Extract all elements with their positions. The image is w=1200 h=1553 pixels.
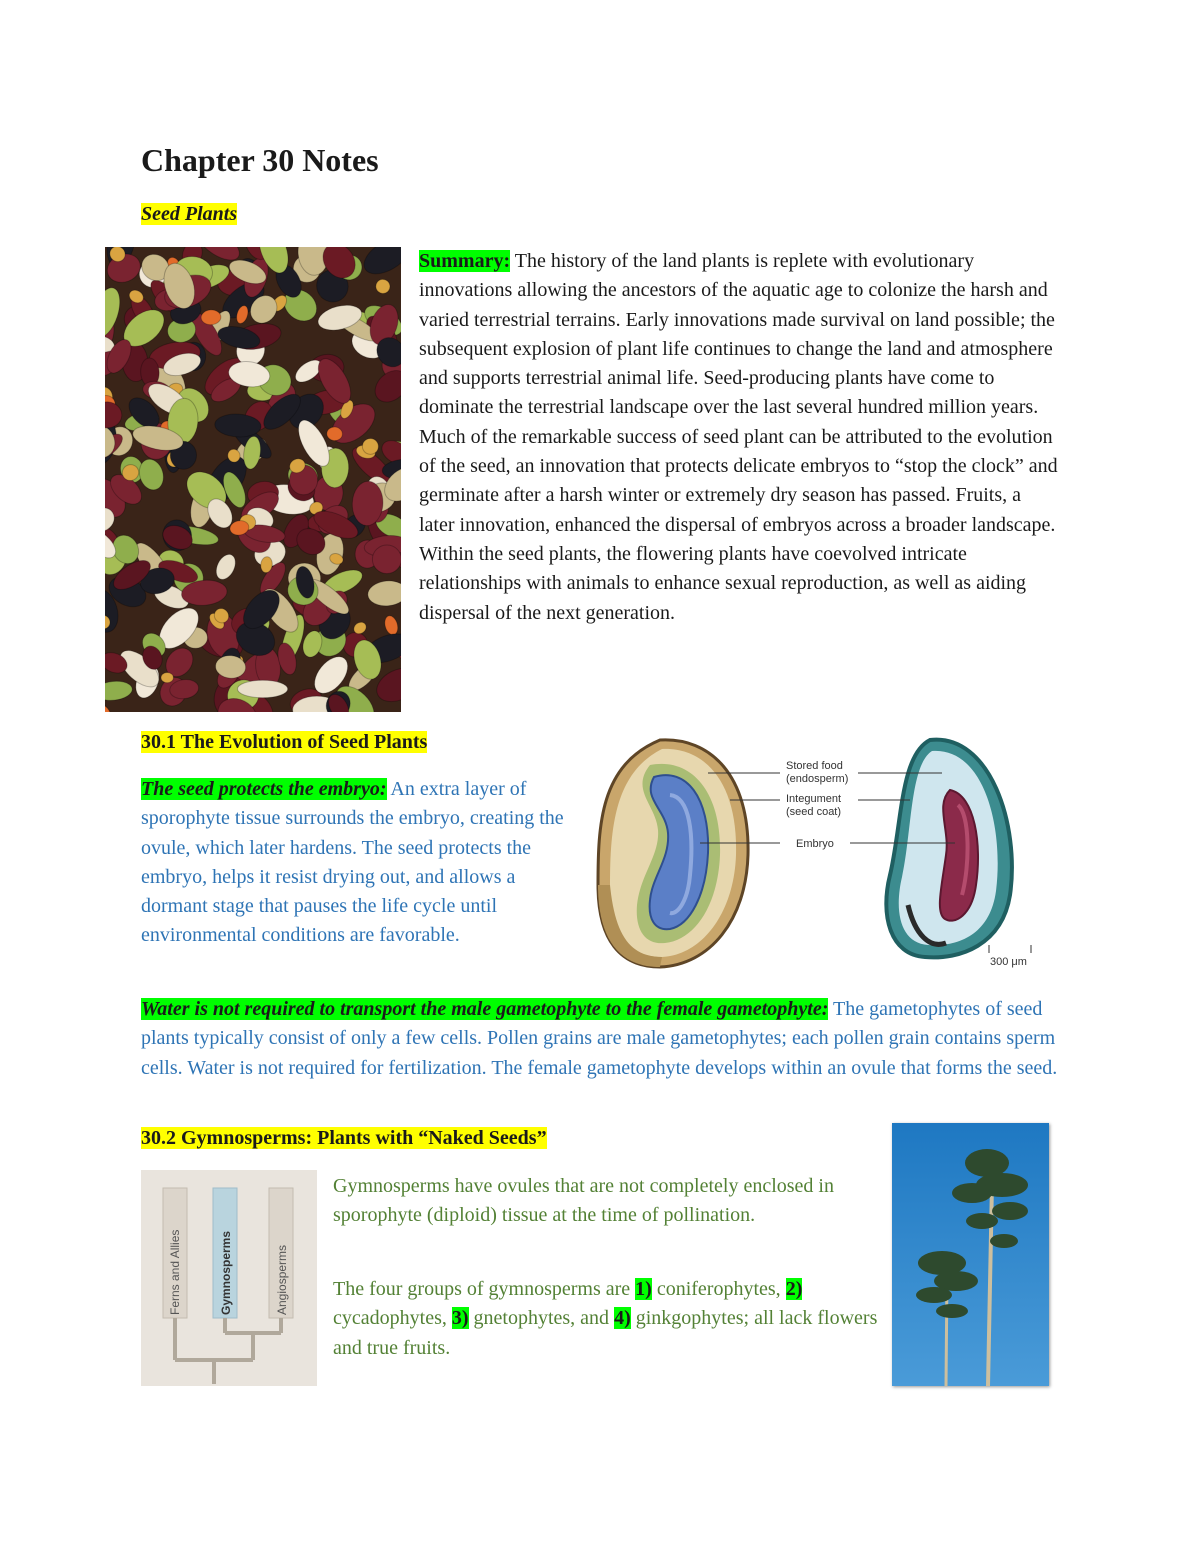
summary-label: Summary: xyxy=(419,250,511,272)
subtitle-text: Seed Plants xyxy=(141,203,238,225)
page-title: Chapter 30 Notes xyxy=(141,142,379,178)
section-heading-30-1-text: 30.1 The Evolution of Seed Plants xyxy=(141,731,428,753)
pine-tree-photo xyxy=(892,1123,1049,1386)
seed-protects-paragraph xyxy=(141,775,586,951)
section-heading-30-2-text: 30.2 Gymnosperms: Plants with “Naked Seeds” xyxy=(141,1127,547,1149)
beans-photo xyxy=(105,247,401,712)
seed-protects-label: The seed protects the embryo: xyxy=(141,778,387,800)
label-integument: Integument xyxy=(786,793,842,805)
group-number-2: 2) xyxy=(785,1278,803,1300)
seed-protects-text: An extra layer of sporophyte tissue surrounds the embryo, creating the ovule, which later hardens. The seed protects the embryo, helps it resist drying out, and allows a dormant stage that pauses the life cycle until environmental conditions are favorable. xyxy=(141,778,564,947)
groups-intro: The four groups of gymnosperms are xyxy=(333,1278,636,1300)
water-paragraph xyxy=(141,995,1061,1083)
group-2: cycadophytes, xyxy=(333,1307,452,1330)
bean xyxy=(238,680,288,698)
bean xyxy=(201,309,222,325)
group-number-4: 4) xyxy=(614,1307,631,1330)
section-heading-30-2 xyxy=(141,1127,547,1150)
phylo-label-ferns: Ferns and Allies xyxy=(168,1229,182,1315)
water-label-colon: : xyxy=(821,998,829,1020)
summary-text: The history of the land plants is replete with evolutionary innovations allowing the ancestors of the aquatic age to colonize the harsh and varied terrestrial terrains. Early innovations made survival on land possible; the subsequent explosion of plant life continues to change the land and atmosphere and supports terrestrial animal life. Seed-producing plants have come to dominate the terrestrial landscape over the last several hundred million years. Much of the remarkable success of seed plant can be attributed to the evolution of the seed, an innovation that protects delicate embryos to “stop the clock” and germinate after a harsh winter or extremely dry season has passed. Fruits, a later innovation, enhanced the dispersal of embryos across a broader landscape. Within the seed plants, the flowering plants have coevolved intricate relationships with animals to enhance sexual reproduction, as well as aiding dispersal of the next generation. xyxy=(419,250,1058,624)
seed-illustration xyxy=(598,740,748,967)
group-number-1: 1) xyxy=(635,1278,652,1300)
summary-paragraph xyxy=(419,247,1059,628)
group-1: coniferophytes, xyxy=(651,1278,786,1300)
seed-diagram xyxy=(590,735,1050,975)
water-label: Water is not required to transport the male gametophyte to the female gametophyte xyxy=(141,998,822,1020)
label-endosperm: (endosperm) xyxy=(786,773,849,785)
bean xyxy=(372,545,401,574)
phylogeny-figure xyxy=(141,1170,317,1386)
phylo-label-angiosperms: Angiosperms xyxy=(275,1244,289,1315)
gymnosperm-groups-paragraph xyxy=(333,1275,878,1363)
seed-micrograph xyxy=(886,740,1012,958)
label-seed-coat: (seed coat) xyxy=(786,806,842,818)
gymnosperm-def-paragraph: Gymnosperms have ovules that are not completely enclosed in sporophyte (diploid) tissue at the time of pollination. xyxy=(333,1175,834,1227)
bean xyxy=(161,673,173,683)
group-3: gnetophytes, and xyxy=(468,1307,615,1330)
water-text: The gametophytes of seed plants typically consist of only a few cells. Pollen grains are male gametophytes; each pollen grain contains sperm cells. Water is not required for fertilization. The female gametophyte develops within an ovule that forms the seed. xyxy=(141,998,1058,1079)
section-heading-30-1 xyxy=(141,731,427,754)
label-embryo: Embryo xyxy=(796,838,834,850)
subtitle xyxy=(141,203,237,226)
scale-bar-label: 300 μm xyxy=(990,956,1027,968)
group-4: ginkgophytes; all lack flowers and true fruits. xyxy=(333,1307,878,1359)
label-stored-food: Stored food xyxy=(786,760,843,772)
group-number-3: 3) xyxy=(451,1307,469,1330)
phylo-label-gymnosperms: Gymnosperms xyxy=(219,1230,233,1315)
